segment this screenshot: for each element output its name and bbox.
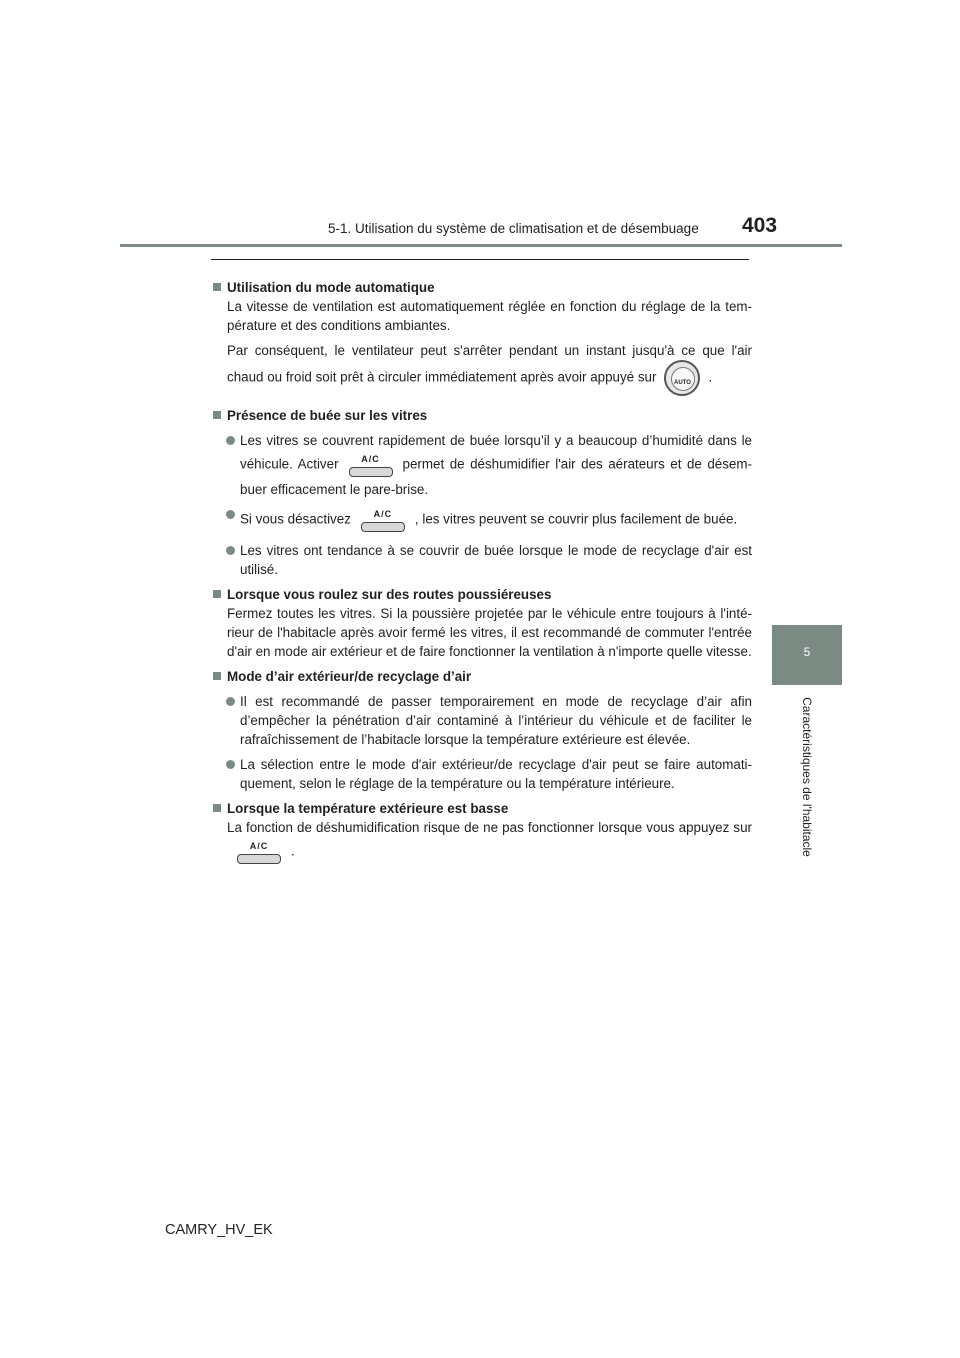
ac-button-bar <box>237 854 281 864</box>
square-bullet-icon <box>213 672 221 680</box>
chapter-side-label <box>797 690 814 870</box>
bullet-text: Si vous désactivez <box>240 511 351 527</box>
square-bullet-icon <box>213 411 221 419</box>
bullet-text: , les vitres peuvent se couvrir plus facilement de buée. <box>414 511 738 527</box>
bullet-item <box>211 755 752 793</box>
chapter-label: Caractéristiques de l'habitacle <box>800 697 814 857</box>
chapter-tab <box>772 625 842 685</box>
section-title-text: Lorsque la température extérieure est basse <box>227 801 509 816</box>
ac-button-label: A/C <box>373 509 393 519</box>
section-heading <box>211 278 752 297</box>
paragraph-text: . <box>708 369 713 385</box>
bullet-text: permet de déshumidifier l'air des aérateurs et de désem-buer efficacement le pare-brise. <box>240 456 752 497</box>
paragraph: Fermez toutes les vitres. Si la poussière projetée par le véhicule entre toujours à l'inté-rieur de l'habitacle après avoir fermé les vitres, il est recommandé de commuter l'entrée d'air en mode air extérieur et de faire fonctionner la ventilation à n'importe quelle vitesse. <box>227 606 752 659</box>
bullet-text: Les vitres ont tendance à se couvrir de buée lorsque le mode de recyclage d'air est utilisé. <box>240 543 752 577</box>
paragraph: La vitesse de ventilation est automatiquement réglée en fonction du réglage de la tem-pérature et des conditions ambiantes. <box>227 299 752 333</box>
section-heading <box>211 799 752 818</box>
square-bullet-icon <box>213 590 221 598</box>
bullet-text: Il est recommandé de passer temporairement en mode de recyclage d’air afin d’empêcher la pénétration d’air contaminé à l’intérieur du véhicule et de faciliter le rafraîchissement de l’habitacle lorsque la température extérieure est élevée. <box>240 694 752 747</box>
circle-bullet-icon <box>226 546 235 555</box>
bullet-item <box>211 692 752 749</box>
ac-button-bar <box>361 522 405 532</box>
chapter-number: 5 <box>803 645 811 659</box>
bullet-text: La sélection entre le mode d'air extérieur/de recyclage d'air peut se faire automati-quement, selon le réglage de la température ou la température intérieure. <box>240 757 752 791</box>
section-title: 5-1. Utilisation du système de climatisation et de désembuage <box>328 221 699 236</box>
header-rule <box>120 244 842 247</box>
circle-bullet-icon <box>226 760 235 769</box>
square-bullet-icon <box>213 804 221 812</box>
bullet-item <box>211 505 752 535</box>
page-number: 403 <box>742 214 778 237</box>
page-content <box>211 274 752 867</box>
bullet-item <box>211 541 752 579</box>
section-title-text: Présence de buée sur les vitres <box>227 408 428 423</box>
content-rule <box>211 259 749 260</box>
ac-button-icon <box>235 837 283 867</box>
auto-button-label: AUTO <box>674 380 691 386</box>
circle-bullet-icon <box>226 436 235 445</box>
model-code: CAMRY_HV_EK <box>165 1222 273 1238</box>
paragraph <box>211 341 752 396</box>
auto-button-icon <box>664 360 700 396</box>
ac-button-label: A/C <box>361 454 380 464</box>
section-title-text: Utilisation du mode automatique <box>227 280 435 295</box>
ac-button-icon <box>359 505 407 535</box>
section-title-text: Mode d’air extérieur/de recyclage d’air <box>227 669 472 684</box>
square-bullet-icon <box>213 283 221 291</box>
section-heading <box>211 667 752 686</box>
ac-button-bar <box>349 467 393 477</box>
paragraph-text: . <box>291 843 295 859</box>
bullet-item <box>211 431 752 499</box>
bullet-text: Les vitres se couvrent rapidement de buée lorsqu’il y a beaucoup d’humidité dans le véhicule. Activer <box>240 433 752 472</box>
ac-button-icon <box>347 450 395 480</box>
paragraph-text: La fonction de déshumidification risque de ne pas fonctionner lorsque vous appuyez sur <box>227 820 752 835</box>
section-heading <box>211 406 752 425</box>
circle-bullet-icon <box>226 510 235 519</box>
section-heading <box>211 585 752 604</box>
circle-bullet-icon <box>226 697 235 706</box>
section-title-text: Lorsque vous roulez sur des routes poussiéreuses <box>227 587 552 602</box>
paragraph-text: Par conséquent, le ventilateur peut s'arrêter pendant un instant jusqu'à ce que l'air chaud ou froid soit prêt à circuler immédiatement après avoir appuyé sur <box>227 343 752 385</box>
paragraph <box>211 818 752 867</box>
ac-button-label: A/C <box>249 841 269 851</box>
